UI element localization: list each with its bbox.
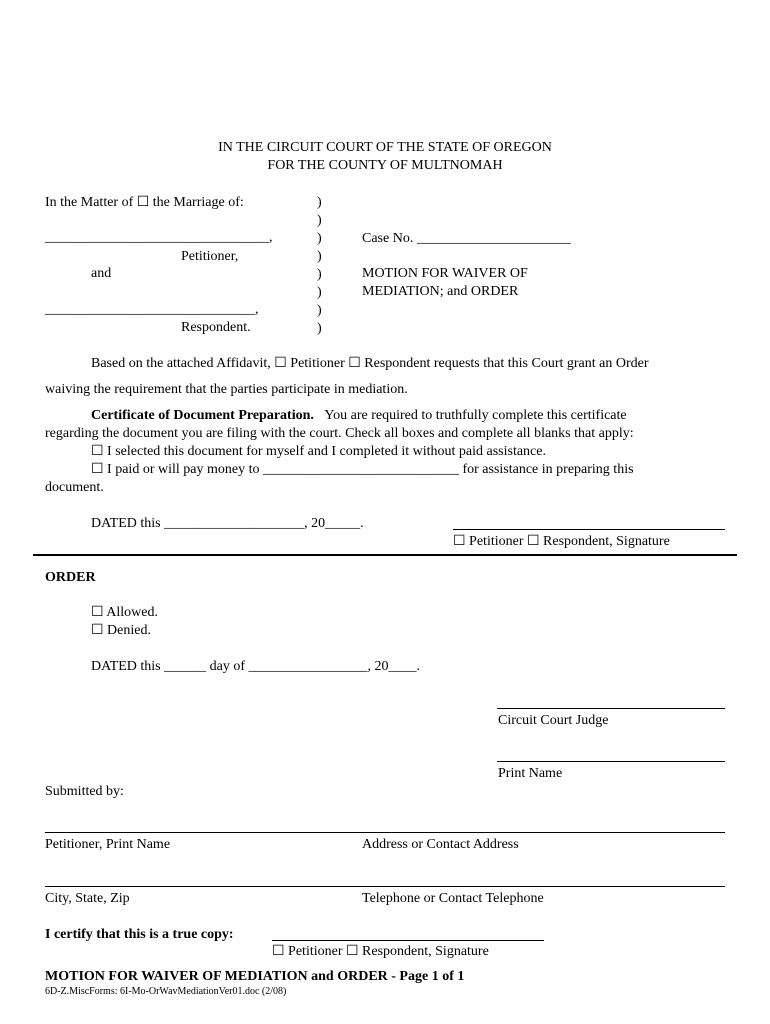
certificate-line2: regarding the document you are filing with the court. Check all boxes and complete all blanks that apply: [45,426,634,441]
motion-request-line2: waiving the requirement that the parties participate in mediation. [45,382,408,397]
true-copy-signature-caption: ☐ Petitioner ☐ Respondent, Signature [272,944,489,959]
certificate-intro: You are required to truthfully complete this certificate [324,408,627,423]
motion-signature-line[interactable] [453,529,725,530]
and-label: and [91,266,112,281]
submitter-name-address-line[interactable] [45,832,725,833]
certificate-option-paid-cont: document. [45,480,104,495]
caption-paren: ) [317,195,322,210]
respondent-label: Respondent. [181,320,251,335]
submitted-by-label: Submitted by: [45,784,124,799]
submitter-city-phone-line[interactable] [45,886,725,887]
certificate-option-paid[interactable]: ☐ I paid or will pay money to ____________________________ for assistance in preparing this [91,462,634,477]
caption-paren: ) [317,231,322,246]
petitioner-label: Petitioner, [181,249,239,264]
petitioner-print-name-label: Petitioner, Print Name [45,837,171,852]
order-denied-checkbox[interactable]: ☐ Denied. [91,623,151,638]
certificate-option-self[interactable]: ☐ I selected this document for myself and I completed it without paid assistance. [91,444,546,459]
motion-signature-caption: ☐ Petitioner ☐ Respondent, Signature [453,534,670,549]
petitioner-name-blank[interactable]: ________________________________, [45,230,273,245]
caption-paren: ) [317,303,322,318]
caption-paren: ) [317,249,322,264]
address-label: Address or Contact Address [362,837,519,852]
court-name-line1: IN THE CIRCUIT COURT OF THE STATE OF OREGON [218,140,552,155]
caption-paren: ) [317,213,322,228]
certificate-heading: Certificate of Document Preparation. [91,408,314,423]
judge-label: Circuit Court Judge [498,713,609,728]
true-copy-certification: I certify that this is a true copy: [45,927,234,942]
court-name-line2: FOR THE COUNTY OF MULTNOMAH [267,158,503,173]
motion-dated-line[interactable]: DATED this ____________________, 20_____. [91,516,364,531]
certificate-line1 [91,408,627,424]
caption-paren: ) [317,267,322,282]
order-allowed-checkbox[interactable]: ☐ Allowed. [91,605,158,620]
section-divider [33,554,737,556]
motion-request-line1: Based on the attached Affidavit, ☐ Petitioner ☐ Respondent requests that this Court grant an Order [91,356,649,371]
case-number-field[interactable]: Case No. ______________________ [362,231,571,246]
order-heading: ORDER [45,570,96,585]
footer-form-id: 6D-Z.MiscForms: 6I-Mo-OrWavMediationVer01.doc (2/08) [45,986,287,997]
document-title-line1: MOTION FOR WAIVER OF [362,266,528,281]
document-title-line2: MEDIATION; and ORDER [362,284,519,299]
true-copy-signature-line[interactable] [272,940,544,941]
telephone-label: Telephone or Contact Telephone [362,891,544,906]
caption-paren: ) [317,321,322,336]
respondent-name-blank[interactable]: ______________________________, [45,302,259,317]
order-dated-line[interactable]: DATED this ______ day of _________________, 20____. [91,659,420,674]
footer-title: MOTION FOR WAIVER OF MEDIATION and ORDER - Page 1 of 1 [45,969,465,984]
judge-print-name-line[interactable] [497,761,725,762]
city-state-zip-label: City, State, Zip [45,891,130,906]
judge-signature-line[interactable] [497,708,725,709]
judge-print-name-label: Print Name [498,766,563,781]
matter-of-text: In the Matter of ☐ the Marriage of: [45,195,244,210]
caption-paren: ) [317,285,322,300]
